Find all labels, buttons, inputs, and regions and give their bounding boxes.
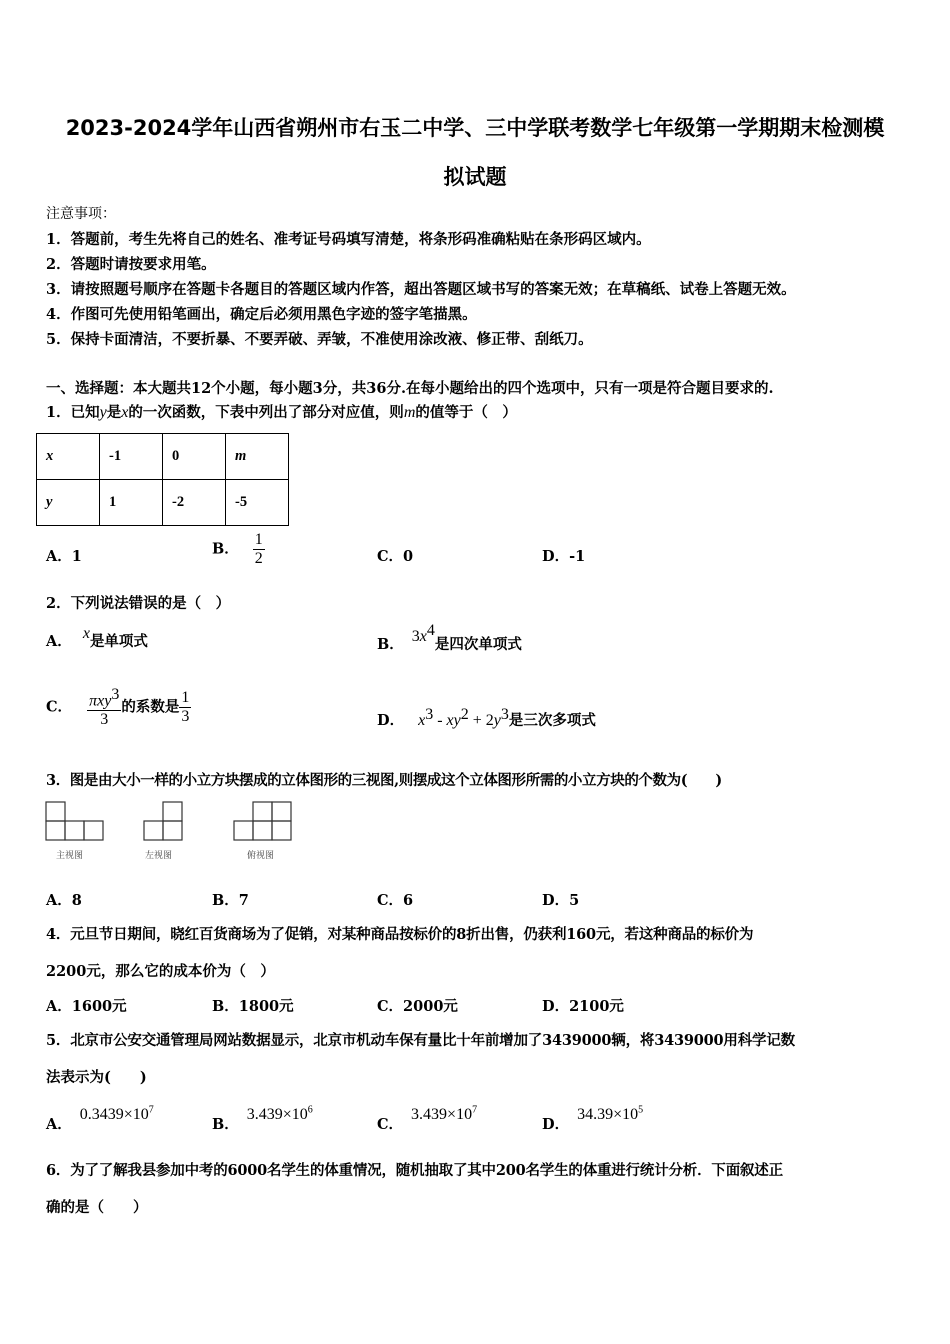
question-5-stem-line-1: 5．北京市公安交通管理局网站数据显示，北京市机动车保有量比十年前增加了3439000辆，将3439000用科学记数 (46, 1032, 795, 1049)
q3-option-d: D．5 (542, 892, 580, 909)
table-cell: -1 (100, 434, 163, 480)
table-cell: y (37, 480, 100, 526)
question-3-stem: 3．图是由大小一样的小立方块摆成的立体图形的三视图,则摆成这个立体图形所需的小立方块的个数为( ) (46, 772, 722, 789)
q2-option-d: D． $x^3 - xy^2 + 2y^3$是三次多项式 (377, 706, 596, 729)
q3-option-b: B．7 (212, 892, 249, 909)
q4-option-c: C．2000元 (377, 998, 458, 1015)
page-title-continued: 拟试题 (443, 165, 507, 189)
q3-option-a: A．8 (46, 892, 82, 909)
q4-option-b: B．1800元 (212, 998, 294, 1015)
q2-option-c: C． $\frac{\pi xy^3}{3}$ 的系数是 $\frac{1}{3}$ (46, 686, 190, 729)
table-cell: -5 (226, 480, 289, 526)
table-cell: -2 (163, 480, 226, 526)
front-view-caption: 主视图 (56, 851, 84, 861)
q4-option-a: A．1600元 (46, 998, 127, 1015)
q1-option-a: A．1 (46, 548, 82, 565)
table-cell: m (226, 434, 289, 480)
q3-option-c: C．6 (377, 892, 414, 909)
q2-option-b: B． $3x^4$是四次单项式 (377, 622, 522, 653)
question-5-stem-line-2: 法表示为( ) (46, 1069, 147, 1086)
front-view-figure (44, 800, 106, 844)
section-heading: 一、选择题：本大题共12个小题，每小题3分，共36分.在每小题给出的四个选项中，只有一项是符合题目要求的. (46, 380, 774, 397)
question-6-stem-line-1: 6．为了了解我县参加中考的6000名学生的体重情况，随机抽取了其中200名学生的体重进行统计分析．下面叙述正 (46, 1162, 783, 1179)
left-view-figure (142, 800, 186, 844)
question-6-stem-line-2: 确的是（ ） (46, 1199, 148, 1216)
q5-option-c: C．$3.439\times 10^7$ (377, 1104, 478, 1133)
notice-heading: 注意事项： (46, 206, 116, 222)
q4-option-d: D．2100元 (542, 998, 624, 1015)
top-view-figure (232, 800, 294, 844)
q5-option-a: A．$0.3439\times 10^7$ (46, 1104, 154, 1133)
question-1-stem: 1．已知y是x的一次函数，下表中列出了部分对应值，则m的值等于（ ） (46, 404, 517, 421)
table-cell: 1 (100, 480, 163, 526)
table-cell: x (37, 434, 100, 480)
notice-item-1: 1．答题前，考生先将自己的姓名、准考证号码填写清楚，将条形码准确粘贴在条形码区域内。 (46, 231, 651, 248)
question-4-stem-line-2: 2200元，那么它的成本价为（ ） (46, 963, 275, 980)
left-view-caption: 左视图 (145, 851, 173, 861)
notice-item-4: 4．作图可先使用铅笔画出，确定后必须用黑色字迹的签字笔描黑。 (46, 306, 477, 323)
notice-item-5: 5．保持卡面清洁，不要折暴、不要弄破、弄皱，不准使用涂改液、修正带、刮纸刀。 (46, 331, 593, 348)
q1-option-b: B． $\frac{1}{2}$ (212, 531, 263, 567)
q1-option-d: D．-1 (542, 548, 586, 565)
q5-option-d: D．$34.39\times 10^5$ (542, 1104, 644, 1133)
q5-option-b: B．$3.439\times 10^6$ (212, 1104, 313, 1133)
question-4-stem-line-1: 4．元旦节日期间，晓红百货商场为了促销，对某种商品按标价的8折出售，仍获利160元，若这种商品的标价为 (46, 926, 754, 943)
page-title: 2023-2024学年山西省朔州市右玉二中学、三中学联考数学七年级第一学期期末检测模 (65, 116, 885, 140)
q1-option-c: C．0 (377, 548, 414, 565)
question-1-table (36, 433, 289, 526)
notice-item-2: 2．答题时请按要求用笔。 (46, 256, 216, 273)
notice-item-3: 3．请按照题号顺序在答题卡各题目的答题区域内作答，超出答题区域书写的答案无效；在草稿纸、试卷上答题无效。 (46, 281, 796, 298)
table-cell: 0 (163, 434, 226, 480)
q2-option-a: A． x是单项式 (46, 625, 148, 650)
top-view-caption: 俯视图 (247, 851, 275, 861)
question-2-stem: 2．下列说法错误的是（ ） (46, 595, 231, 612)
